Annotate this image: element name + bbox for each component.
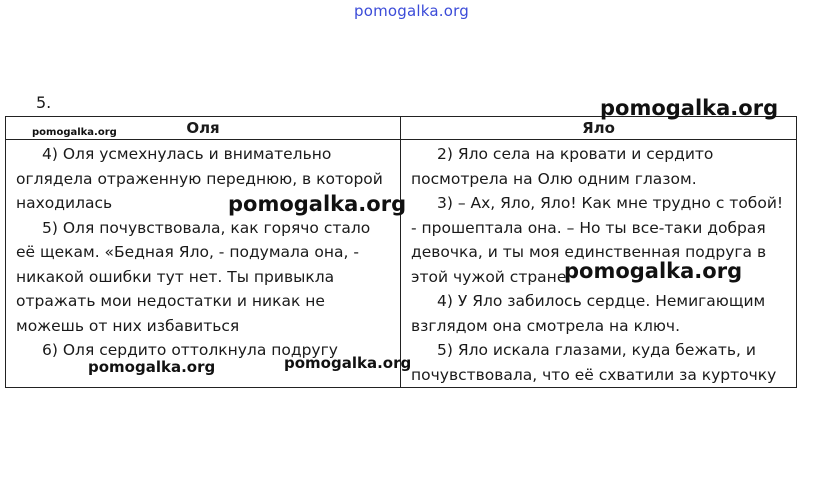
olya-quote-4: 4) Оля усмехнулась и внимательно оглядела отраженную переднюю, в которой находилась <box>16 145 383 212</box>
header-right-watermark: pomogalka.org <box>600 96 779 120</box>
comparison-table <box>5 116 797 388</box>
task-number: 5. <box>36 93 52 112</box>
olya-quote-5: 5) Оля почувствовала, как горячо стало её щекам. «Бедная Яло, - подумала она, - никакой ошибки тут нет. Ты привыкла отражать мои недостатки и никак не можешь от них избавиться <box>16 218 371 335</box>
yalo-quote-5: 5) Яло искала глазами, куда бежать, и почувствовала, что её схватили за курточку <box>411 341 777 384</box>
mid-left-watermark: pomogalka.org <box>228 192 407 216</box>
mid-right-watermark: pomogalka.org <box>564 259 743 283</box>
top-watermark: pomogalka.org <box>354 2 469 20</box>
olya-quote-6: 6) Оля сердито оттолкнула подругу <box>42 341 338 359</box>
column-header-olya: Оля <box>6 117 401 140</box>
yalo-quote-4: 4) У Яло забилось сердце. Немигающим взглядом она смотрела на ключ. <box>411 292 766 335</box>
yalo-quote-3: 3) – Ах, Яло, Яло! Как мне трудно с тобой! - прошептала она. – Но ты все-таки добрая девочка, и ты моя единственная подруга в этой чужой стране. <box>411 194 784 286</box>
column-header-yalo: Яло <box>401 117 797 140</box>
bottom-left-watermark: pomogalka.org <box>88 358 216 376</box>
olya-cell <box>6 140 401 388</box>
yalo-quote-2: 2) Яло села на кровати и сердито посмотрела на Олю одним глазом. <box>411 145 714 188</box>
bottom-mid-watermark: pomogalka.org <box>284 354 412 372</box>
header-left-watermark: pomogalka.org <box>32 127 117 138</box>
